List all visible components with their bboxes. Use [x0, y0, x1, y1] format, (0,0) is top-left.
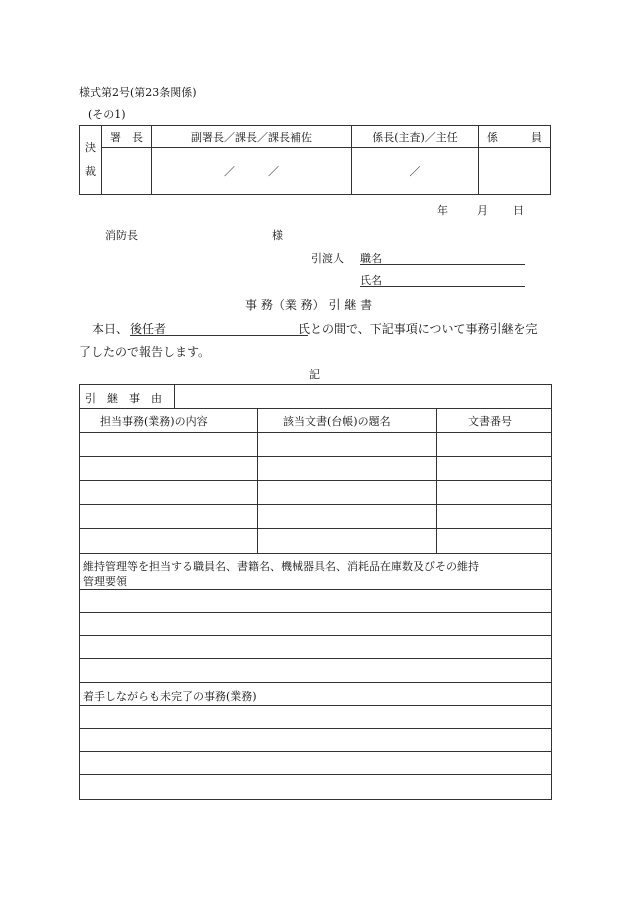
header-doc-title: 該当文書(台帳)の題名 [283, 415, 391, 428]
s3-row-line [79, 728, 551, 729]
approval-stamp-section[interactable]: ／ [352, 148, 479, 195]
body-line-1-start: 本日、 [92, 322, 129, 336]
approval-table [79, 125, 551, 195]
addressee-sama: 様 [272, 229, 283, 242]
section3-title: 着手しながらも未完了の事務(業務) [83, 690, 257, 703]
successor-line[interactable] [130, 335, 308, 336]
s2-row-line [79, 612, 551, 613]
approval-stamp-vice[interactable]: ／ ／ [152, 148, 352, 195]
approval-stamp-chief[interactable] [102, 148, 152, 195]
s1-row-line [79, 432, 551, 433]
s2-end-line [79, 682, 551, 683]
successor-label: 後任者 [130, 322, 167, 336]
date-year: 年 [437, 204, 448, 217]
handover-person-label: 引渡人 [311, 252, 344, 265]
s1-end-line [79, 553, 551, 554]
s3-row-line [79, 705, 551, 706]
section2-title-line2: 管理要領 [83, 575, 127, 588]
s1-row-line [79, 480, 551, 481]
header-top-line [79, 408, 551, 409]
form-sub-number: (その1) [88, 108, 126, 121]
approval-col-staff: 係 員 [479, 126, 551, 148]
s1-row-line [79, 504, 551, 505]
addressee-chief: 消防長 [105, 229, 138, 242]
main-table [79, 384, 552, 800]
body-line-2: 了したので報告します。 [79, 345, 211, 359]
approval-col-chief: 署 長 [102, 126, 152, 148]
form-number: 様式第2号(第23条関係) [79, 86, 197, 99]
handover-title-label: 職名 [360, 252, 382, 265]
header-content: 担当事務(業務)の内容 [100, 415, 208, 428]
s3-row-line [79, 774, 551, 775]
body-line-1-end: 氏との間で、下記事項について事務引継を完 [298, 322, 538, 336]
date-month: 月 [477, 204, 488, 217]
s2-row-line [79, 635, 551, 636]
section2-title-line1: 維持管理等を担当する職員名、書籍名、機械器具名、消耗品在庫数及びその維持 [83, 560, 479, 573]
s1-row-line [79, 528, 551, 529]
s3-row-line [79, 751, 551, 752]
approval-col-vice: 副署長／課長／課長補佐 [152, 126, 352, 148]
ki-label: 記 [309, 368, 320, 381]
handover-name-label: 氏名 [360, 274, 382, 287]
reason-label: 引 継 事 由 [85, 392, 162, 405]
document-title: 事 務（業 務） 引 継 書 [245, 298, 373, 312]
date-day: 日 [513, 204, 524, 217]
handover-title-line[interactable] [360, 264, 525, 265]
s2-row-line [79, 589, 551, 590]
reason-divider [174, 384, 175, 408]
s1-row-line [79, 456, 551, 457]
kessai-label: 決 裁 [80, 126, 102, 195]
header-doc-number: 文書番号 [468, 415, 512, 428]
handover-name-line[interactable] [360, 286, 525, 287]
s2-row-line [79, 658, 551, 659]
reason-field[interactable] [176, 386, 548, 406]
approval-stamp-staff[interactable] [479, 148, 551, 195]
approval-col-section: 係長(主査)／主任 [352, 126, 479, 148]
